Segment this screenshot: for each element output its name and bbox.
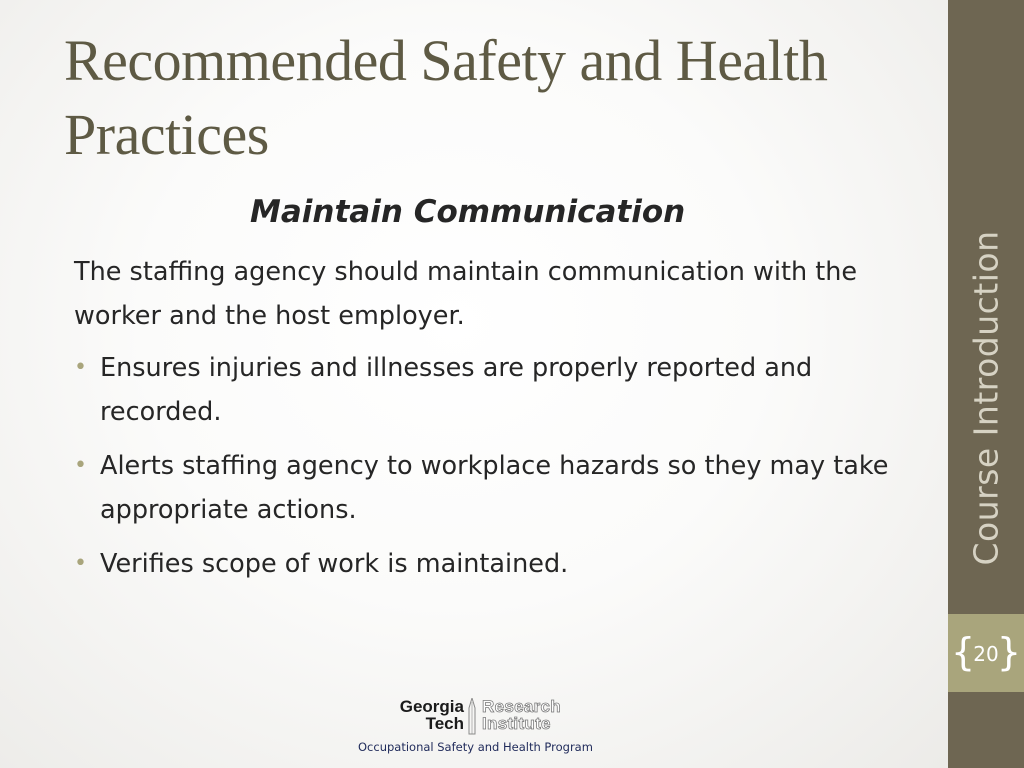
bullet-text: Alerts staffing agency to workplace hazards so they may take appropriate actions. (100, 451, 889, 525)
page-number: 20 (973, 642, 999, 666)
logo-wordmark-right (482, 698, 561, 732)
intro-paragraph: The staffing agency should maintain communication with the worker and the host employer. (74, 257, 858, 331)
logo-line-georgia: Georgia (399, 697, 464, 716)
bullet-text: Ensures injuries and illnesses are properly reported and recorded. (100, 353, 813, 427)
slide-subtitle: Maintain Communication (250, 194, 686, 230)
logo-line-institute: Institute (482, 714, 551, 733)
spire-icon (466, 698, 478, 736)
bullet-icon: • (74, 551, 87, 576)
bullet-icon: • (74, 453, 87, 478)
bullet-list (74, 346, 894, 586)
bullet-text: Verifies scope of work is maintained. (100, 549, 569, 579)
slide-title: Recommended Safety and Health Practices (64, 28, 828, 167)
bullet-item (74, 542, 894, 586)
bullet-icon: • (74, 355, 87, 380)
section-label: Course Introduction (966, 230, 1006, 566)
logo-line-tech: Tech (425, 714, 464, 733)
brace-right-icon: } (996, 630, 1021, 674)
footer-program-text: Occupational Safety and Health Program (358, 740, 593, 754)
bullet-item (74, 444, 894, 532)
page-number-box (948, 614, 1024, 692)
georgia-tech-research-institute-logo (372, 698, 586, 736)
logo-wordmark-left (400, 698, 464, 732)
logo-line-research: Research (482, 697, 561, 716)
slide-body (74, 250, 894, 596)
bullet-item (74, 346, 894, 434)
brace-left-icon: { (951, 630, 976, 674)
